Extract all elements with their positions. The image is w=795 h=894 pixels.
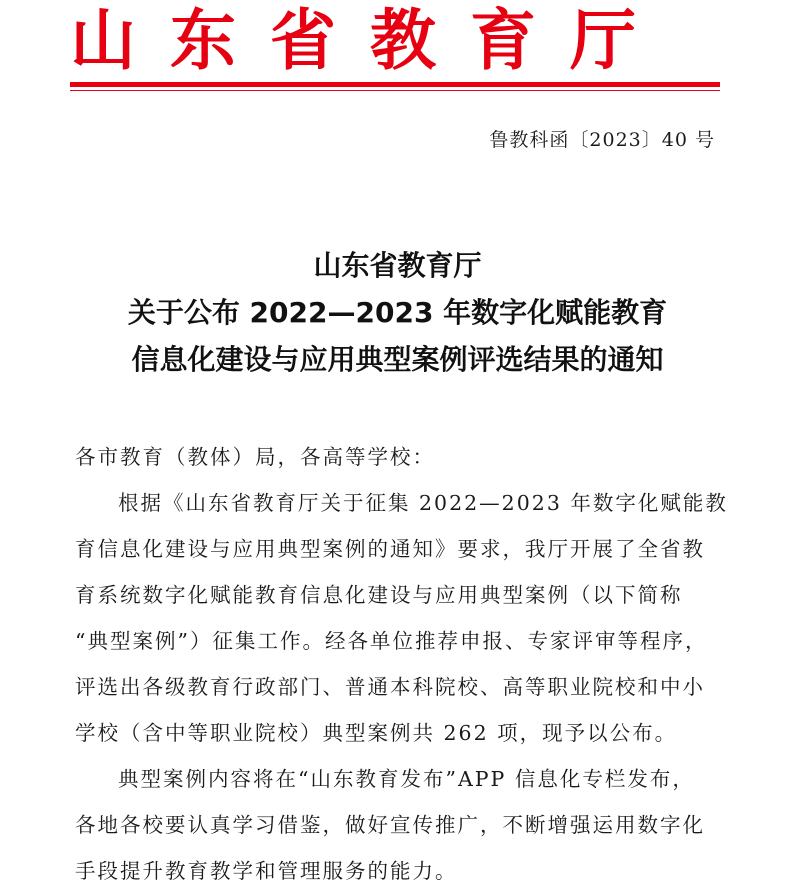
- paragraph-line: 各地各校要认真学习借鉴，做好宣传推广，不断增强运用数字化: [75, 813, 705, 837]
- paragraph-line: 学校（含中等职业院校）典型案例共 262 项，现予以公布。: [75, 721, 678, 745]
- document-title: [0, 242, 795, 383]
- paragraph-1: [75, 480, 728, 756]
- title-line: 关于公布 2022—2023 年数字化赋能教育: [127, 296, 668, 329]
- document-body: [75, 434, 728, 894]
- paragraph-2: [75, 756, 725, 894]
- paragraph-line: 典型案例内容将在“山东教育发布”APP 信息化专栏发布，: [118, 767, 695, 791]
- title-line: 山东省教育厅: [313, 249, 482, 282]
- paragraph-line: “典型案例”）征集工作。经各单位推荐申报、专家评审等程序，: [75, 629, 708, 653]
- salutation: 各市教育（教体）局，各高等学校：: [75, 445, 435, 469]
- paragraph-line: 育信息化建设与应用典型案例的通知》要求，我厅开展了全省教: [75, 537, 705, 561]
- paragraph-line: 育系统数字化赋能教育信息化建设与应用典型案例（以下简称: [75, 583, 683, 607]
- paragraph-line: 手段提升教育教学和管理服务的能力。: [75, 859, 458, 883]
- letterhead: [0, 0, 795, 100]
- letterhead-thick-rule: [70, 82, 720, 87]
- paragraph-line: 根据《山东省教育厅关于征集 2022—2023 年数字化赋能教: [118, 491, 728, 515]
- letterhead-thin-rule: [70, 90, 720, 91]
- paragraph-line: 评选出各级教育行政部门、普通本科院校、高等职业院校和中小: [75, 675, 705, 699]
- document-number: 鲁教科函〔2023〕40 号: [489, 129, 715, 151]
- letterhead-title: 山东省教育厅: [70, 1, 670, 79]
- title-line: 信息化建设与应用典型案例评选结果的通知: [131, 343, 664, 376]
